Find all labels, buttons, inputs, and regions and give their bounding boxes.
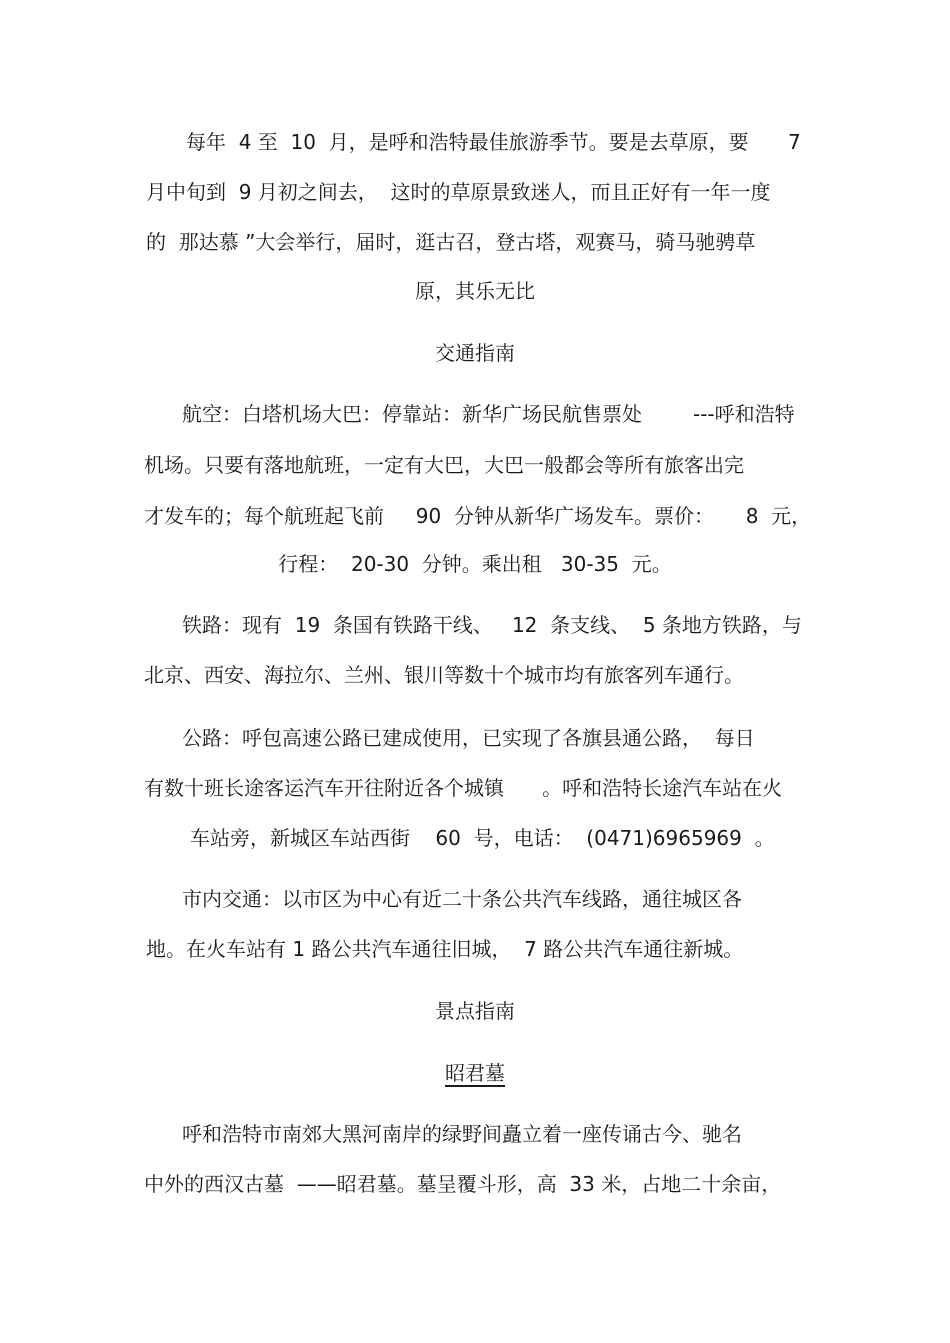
air-line-3: 才发车的；每个航班起飞前 90 分钟从新华广场发车。票价： 8 元， [144, 504, 812, 528]
rail-line-2: 北京、西安、海拉尔、兰州、银川等数十个城市均有旅客列车通行。 [144, 663, 744, 687]
intro-line-2: 月中旬到 9 月初之间去， 这时的草原景致迷人，而且正好有一年一度 [146, 180, 771, 204]
road-line-3: 车站旁，新城区车站西街 60 号，电话： (0471)6965969 。 [190, 826, 775, 850]
air-line-4: 行程： 20-30 分钟。乘出租 30-35 元。 [278, 552, 672, 576]
zhaojun-title: 昭君墓 [445, 1061, 505, 1085]
rail-line-1: 铁路：现有 19 条国有铁路干线、 12 条支线、 5 条地方铁路，与 [182, 613, 802, 637]
intro-line-1-tail: 7 [788, 130, 801, 154]
intro-line-1: 每年 4 至 10 月，是呼和浩特最佳旅游季节。要是去草原，要 [186, 130, 749, 154]
city-line-2: 地。在火车站有 1 路公共汽车通往旧城， 7 路公共汽车通往新城。 [146, 937, 744, 961]
air-line-2: 机场。只要有落地航班，一定有大巴，大巴一般都会等所有旅客出完 [144, 453, 744, 477]
intro-line-4: 原，其乐无比 [415, 279, 535, 303]
city-line-1: 市内交通：以市区为中心有近二十条公共汽车线路，通往城区各 [182, 887, 742, 911]
zhaojun-line-2: 中外的西汉古墓 ——昭君墓。墓呈覆斗形，高 33 米，占地二十余亩， [144, 1172, 782, 1196]
sights-heading: 景点指南 [435, 999, 515, 1023]
road-line-1: 公路：呼包高速公路已建成使用，已实现了各旗县通公路， 每日 [182, 726, 755, 750]
zhaojun-line-1: 呼和浩特市南郊大黑河南岸的绿野间矗立着一座传诵古今、驰名 [182, 1122, 742, 1146]
air-line-1: 航空：白塔机场大巴：停靠站：新华广场民航售票处 [182, 402, 642, 426]
intro-line-3: 的 那达慕 ”大会举行，届时，逛古召，登古塔，观赛马，骑马驰骋草 [146, 230, 756, 254]
traffic-heading: 交通指南 [435, 341, 515, 365]
air-line-1-tail: ---呼和浩特 [693, 402, 795, 426]
road-line-2: 有数十班长途客运汽车开往附近各个城镇 。呼和浩特长途汽车站在火 [144, 776, 783, 800]
